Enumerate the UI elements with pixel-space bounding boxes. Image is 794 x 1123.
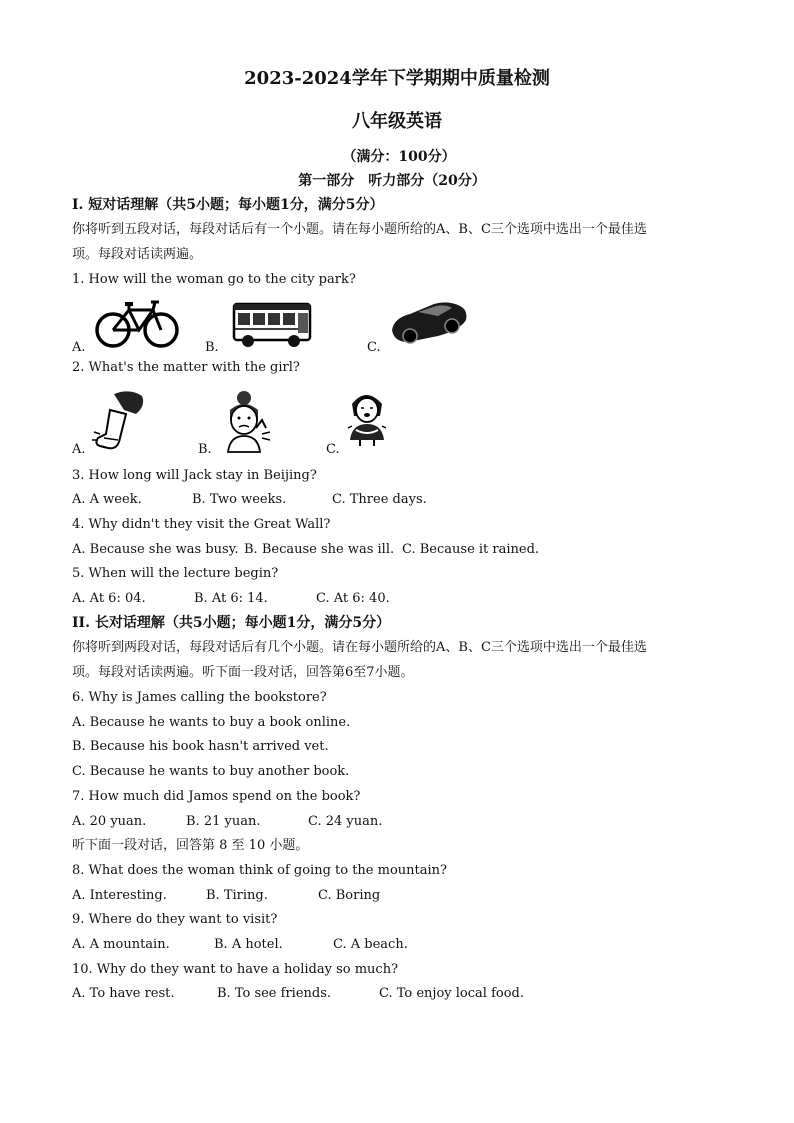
q2-option-c: C. (326, 442, 340, 457)
q5-option-b: B. At 6: 14. (194, 591, 268, 606)
q4-option-b: B. Because she was ill. (244, 542, 395, 557)
q9-text: 9. Where do they want to visit? (72, 912, 278, 927)
q8-text: 8. What does the woman think of going to the mountain? (72, 863, 448, 878)
q10-option-a: A. To have rest. (72, 986, 175, 1001)
bicycle-icon (95, 298, 179, 350)
q1-option-a: A. (72, 340, 86, 355)
q9-option-a: A. A mountain. (72, 937, 170, 952)
q5-option-a: A. At 6: 04. (72, 591, 146, 606)
car-icon (388, 296, 470, 348)
injured-foot-icon (90, 388, 148, 454)
section2-instruction-2: 项。每段对话读两遍。听下面一段对话，回答第6至7小题。 (72, 665, 414, 680)
q3-option-a: A. A week. (72, 492, 142, 507)
q8-option-c: C. Boring (318, 888, 381, 903)
q7-option-a: A. 20 yuan. (72, 814, 147, 829)
q7-text: 7. How much did Jamos spend on the book? (72, 789, 361, 804)
q4-text: 4. Why didn't they visit the Great Wall? (72, 517, 331, 532)
q1-option-b: B. (205, 340, 219, 355)
q2-option-a: A. (72, 442, 86, 457)
q7-option-b: B. 21 yuan. (186, 814, 261, 829)
q1-option-c: C. (367, 340, 381, 355)
q7-option-c: C. 24 yuan. (308, 814, 383, 829)
q1-text: 1. How will the woman go to the city park? (72, 272, 356, 287)
full-score: （满分：100分） (342, 149, 456, 165)
q3-text: 3. How long will Jack stay in Beijing? (72, 468, 317, 483)
dialog2-instruction: 听下面一段对话，回答第 8 至 10 小题。 (72, 838, 309, 853)
stomachache-girl-icon (344, 386, 390, 446)
q6-option-a: A. Because he wants to buy a book online. (72, 715, 351, 730)
q5-option-c: C. At 6: 40. (316, 591, 390, 606)
q3-option-b: B. Two weeks. (192, 492, 287, 507)
q9-option-c: C. A beach. (333, 937, 408, 952)
q5-text: 5. When will the lecture begin? (72, 566, 279, 581)
q6-option-c: C. Because he wants to buy another book. (72, 764, 350, 779)
bus-icon (232, 300, 314, 350)
q10-text: 10. Why do they want to have a holiday so much? (72, 962, 399, 977)
q10-option-c: C. To enjoy local food. (379, 986, 524, 1001)
q8-option-a: A. Interesting. (72, 888, 167, 903)
q4-option-a: A. Because she was busy. (72, 542, 239, 557)
section2-heading: II. 长对话理解（共5小题；每小题1分，满分5分） (72, 615, 391, 631)
section1-heading: I. 短对话理解（共5小题；每小题1分，满分5分） (72, 197, 384, 213)
q2-text: 2. What's the matter with the girl? (72, 360, 300, 375)
q3-option-c: C. Three days. (332, 492, 427, 507)
section1-instruction-1: 你将听到五段对话，每段对话后有一个小题。请在每小题所给的A、B、C三个选项中选出一个最佳选 (72, 222, 647, 237)
q8-option-b: B. Tiring. (206, 888, 268, 903)
section1-instruction-2: 项。每段对话读两遍。 (72, 247, 203, 262)
part-title: 第一部分 听力部分（20分） (298, 173, 486, 189)
subject-title: 八年级英语 (352, 111, 442, 132)
q4-option-c: C. Because it rained. (402, 542, 540, 557)
q6-text: 6. Why is James calling the bookstore? (72, 690, 327, 705)
q9-option-b: B. A hotel. (214, 937, 283, 952)
q2-option-b: B. (198, 442, 212, 457)
exam-title: 2023-2024学年下学期期中质量检测 (244, 68, 550, 89)
toothache-girl-icon (220, 388, 272, 454)
q6-option-b: B. Because his book hasn't arrived vet. (72, 739, 329, 754)
section2-instruction-1: 你将听到两段对话，每段对话后有几个小题。请在每小题所给的A、B、C三个选项中选出一个最佳选 (72, 640, 647, 655)
q10-option-b: B. To see friends. (217, 986, 332, 1001)
